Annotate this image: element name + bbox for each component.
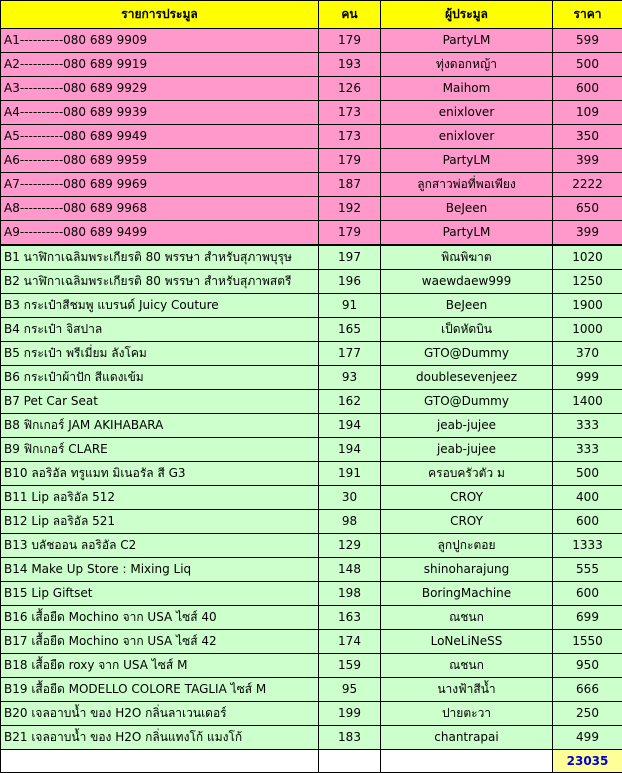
price-cell[interactable]: 333 <box>553 414 622 438</box>
votes-cell[interactable]: 194 <box>319 438 381 462</box>
item-cell[interactable]: B11 Lip ลอริอัล 512 <box>1 486 319 510</box>
votes-cell[interactable]: 165 <box>319 318 381 342</box>
votes-cell[interactable]: 179 <box>319 29 381 53</box>
item-cell[interactable]: A6----------080 689 9959 <box>1 149 319 173</box>
price-cell[interactable]: 666 <box>553 678 622 702</box>
table-row <box>1 294 622 318</box>
bidder-cell[interactable]: chantrapai <box>381 726 553 750</box>
column-header-votes[interactable]: คน <box>319 1 381 29</box>
column-header-bidder[interactable]: ผู้ประมูล <box>381 1 553 29</box>
item-cell[interactable]: A3----------080 689 9929 <box>1 77 319 101</box>
bidder-cell[interactable]: พิณพิฆาต <box>381 245 553 270</box>
price-cell[interactable]: 1550 <box>553 630 622 654</box>
votes-cell[interactable]: 198 <box>319 582 381 606</box>
votes-cell[interactable]: 199 <box>319 702 381 726</box>
votes-cell[interactable]: 98 <box>319 510 381 534</box>
price-cell[interactable]: 370 <box>553 342 622 366</box>
price-cell[interactable]: 399 <box>553 149 622 173</box>
item-cell[interactable]: B19 เสื้อยืด MODELLO COLORE TAGLIA ไซส์ M <box>1 678 319 702</box>
item-cell[interactable]: B15 Lip Giftset <box>1 582 319 606</box>
bidder-cell[interactable]: นางฟ้าสีน้ำ <box>381 678 553 702</box>
bidder-cell[interactable]: ครอบครัวตัว ม <box>381 462 553 486</box>
bidder-cell[interactable]: CROY <box>381 486 553 510</box>
item-cell[interactable]: A9----------080 689 9499 <box>1 221 319 246</box>
price-cell[interactable]: 650 <box>553 197 622 221</box>
price-cell[interactable]: 2222 <box>553 173 622 197</box>
votes-cell[interactable]: 30 <box>319 486 381 510</box>
table-row <box>1 678 622 702</box>
item-cell[interactable]: A1----------080 689 9909 <box>1 29 319 53</box>
price-cell[interactable]: 1020 <box>553 245 622 270</box>
column-header-item[interactable]: รายการประมูล <box>1 1 319 29</box>
table-row <box>1 221 622 246</box>
table-row <box>1 486 622 510</box>
price-cell[interactable]: 1000 <box>553 318 622 342</box>
table-row <box>1 245 622 270</box>
item-cell[interactable]: B2 นาฬิกาเฉลิมพระเกียรติ 80 พรรษา สำหรับสุภาพสตรี <box>1 270 319 294</box>
table-row <box>1 414 622 438</box>
item-cell[interactable]: B16 เสื้อยืด Mochino จาก USA ไซส์ 40 <box>1 606 319 630</box>
bidder-cell[interactable]: CROY <box>381 510 553 534</box>
table-row <box>1 101 622 125</box>
price-cell[interactable]: 1333 <box>553 534 622 558</box>
item-cell[interactable]: A8----------080 689 9968 <box>1 197 319 221</box>
price-cell[interactable]: 109 <box>553 101 622 125</box>
price-cell[interactable]: 555 <box>553 558 622 582</box>
table-row <box>1 462 622 486</box>
price-cell[interactable]: 1250 <box>553 270 622 294</box>
item-cell[interactable]: B8 ฟิกเกอร์ JAM AKIHABARA <box>1 414 319 438</box>
bidder-cell[interactable]: ลูกสาวพ่อที่พอเพียง <box>381 173 553 197</box>
votes-cell[interactable]: 159 <box>319 654 381 678</box>
header-row <box>1 1 622 29</box>
item-cell[interactable]: A5----------080 689 9949 <box>1 125 319 149</box>
bidder-cell[interactable]: GTO@Dummy <box>381 342 553 366</box>
price-cell[interactable]: 599 <box>553 29 622 53</box>
item-cell[interactable]: B12 Lip ลอริอัล 521 <box>1 510 319 534</box>
bidder-cell[interactable]: jeab-jujee <box>381 438 553 462</box>
item-cell[interactable]: B9 ฟิกเกอร์ CLARE <box>1 438 319 462</box>
price-cell[interactable]: 600 <box>553 77 622 101</box>
item-cell[interactable]: B13 บลัชออน ลอริอัล C2 <box>1 534 319 558</box>
price-cell[interactable]: 499 <box>553 726 622 750</box>
table-row <box>1 606 622 630</box>
price-cell[interactable]: 333 <box>553 438 622 462</box>
bidder-cell[interactable]: jeab-jujee <box>381 414 553 438</box>
item-cell[interactable]: B3 กระเป๋าสีชมพู แบรนด์ Juicy Couture <box>1 294 319 318</box>
item-cell[interactable]: B21 เจลอาบน้ำ ของ H2O กลิ่นแทงโก้ แมงโก้ <box>1 726 319 750</box>
price-cell[interactable]: 1400 <box>553 390 622 414</box>
table-body <box>1 29 622 750</box>
price-cell[interactable]: 400 <box>553 486 622 510</box>
item-cell[interactable]: B20 เจลอาบน้ำ ของ H2O กลิ่นลาเวนเดอร์ <box>1 702 319 726</box>
table-row <box>1 125 622 149</box>
table-row <box>1 29 622 53</box>
votes-cell[interactable]: 95 <box>319 678 381 702</box>
item-cell[interactable]: B1 นาฬิกาเฉลิมพระเกียรติ 80 พรรษา สำหรับสุภาพบุรุษ <box>1 245 319 270</box>
table-row <box>1 342 622 366</box>
item-cell[interactable]: A7----------080 689 9969 <box>1 173 319 197</box>
votes-cell[interactable]: 173 <box>319 101 381 125</box>
price-cell[interactable]: 600 <box>553 510 622 534</box>
item-cell[interactable]: B14 Make Up Store : Mixing Liq <box>1 558 319 582</box>
votes-cell[interactable]: 193 <box>319 53 381 77</box>
item-cell[interactable]: B7 Pet Car Seat <box>1 390 319 414</box>
votes-cell[interactable]: 191 <box>319 462 381 486</box>
item-cell[interactable]: B5 กระเป๋า พรีเมี่ยม ลังโคม <box>1 342 319 366</box>
bidder-cell[interactable]: เป็ดหัดบิน <box>381 318 553 342</box>
table-row <box>1 582 622 606</box>
votes-cell[interactable]: 173 <box>319 125 381 149</box>
bidder-cell[interactable]: Maihom <box>381 77 553 101</box>
bidder-cell[interactable]: ทุ่งดอกหญ้า <box>381 53 553 77</box>
table-row <box>1 366 622 390</box>
table-row <box>1 77 622 101</box>
bidder-cell[interactable]: PartyLM <box>381 149 553 173</box>
votes-cell[interactable]: 177 <box>319 342 381 366</box>
votes-cell[interactable]: 174 <box>319 630 381 654</box>
item-cell[interactable]: B17 เสื้อยืด Mochino จาก USA ไซส์ 42 <box>1 630 319 654</box>
bidder-cell[interactable]: enixlover <box>381 125 553 149</box>
votes-cell[interactable]: 183 <box>319 726 381 750</box>
table-row <box>1 197 622 221</box>
bidder-cell[interactable]: ณชนก <box>381 654 553 678</box>
total-empty-cell[interactable] <box>381 750 553 773</box>
price-cell[interactable]: 500 <box>553 462 622 486</box>
table-row <box>1 534 622 558</box>
votes-cell[interactable]: 93 <box>319 366 381 390</box>
table-row <box>1 270 622 294</box>
table-row <box>1 53 622 77</box>
votes-cell[interactable]: 197 <box>319 245 381 270</box>
bidder-cell[interactable]: PartyLM <box>381 29 553 53</box>
votes-cell[interactable]: 179 <box>319 149 381 173</box>
table-row <box>1 390 622 414</box>
total-empty-cell[interactable] <box>319 750 381 773</box>
votes-cell[interactable]: 148 <box>319 558 381 582</box>
votes-cell[interactable]: 91 <box>319 294 381 318</box>
bidder-cell[interactable]: doublesevenjeez <box>381 366 553 390</box>
price-cell[interactable]: 699 <box>553 606 622 630</box>
table-row <box>1 558 622 582</box>
bidder-cell[interactable]: ลูกปูกะตอย <box>381 534 553 558</box>
table-row <box>1 438 622 462</box>
table-row <box>1 149 622 173</box>
item-cell[interactable]: B18 เสื้อยืด roxy จาก USA ไซส์ M <box>1 654 319 678</box>
votes-cell[interactable]: 179 <box>319 221 381 246</box>
table-row <box>1 702 622 726</box>
item-cell[interactable]: A2----------080 689 9919 <box>1 53 319 77</box>
bidder-cell[interactable]: PartyLM <box>381 221 553 246</box>
column-header-price[interactable]: ราคา <box>553 1 622 29</box>
item-cell[interactable]: B4 กระเป๋า จิสปาล <box>1 318 319 342</box>
votes-cell[interactable]: 194 <box>319 414 381 438</box>
votes-cell[interactable]: 162 <box>319 390 381 414</box>
bidder-cell[interactable]: waewdaew999 <box>381 270 553 294</box>
price-cell[interactable]: 350 <box>553 125 622 149</box>
votes-cell[interactable]: 192 <box>319 197 381 221</box>
price-cell[interactable]: 999 <box>553 366 622 390</box>
item-cell[interactable]: B10 ลอริอัล ทรูแมท มิเนอรัล สี G3 <box>1 462 319 486</box>
price-cell[interactable]: 950 <box>553 654 622 678</box>
item-cell[interactable]: A4----------080 689 9939 <box>1 101 319 125</box>
bidder-cell[interactable]: ปายตะวา <box>381 702 553 726</box>
price-cell[interactable]: 399 <box>553 221 622 246</box>
bidder-cell[interactable]: GTO@Dummy <box>381 390 553 414</box>
table-row <box>1 726 622 750</box>
votes-cell[interactable]: 187 <box>319 173 381 197</box>
votes-cell[interactable]: 126 <box>319 77 381 101</box>
bidder-cell[interactable]: shinoharajung <box>381 558 553 582</box>
table-row <box>1 173 622 197</box>
bidder-cell[interactable]: BeJeen <box>381 294 553 318</box>
total-row <box>1 750 622 773</box>
item-cell[interactable]: B6 กระเป๋าผ้าปัก สีแดงเข้ม <box>1 366 319 390</box>
votes-cell[interactable]: 129 <box>319 534 381 558</box>
table-row <box>1 630 622 654</box>
price-cell[interactable]: 500 <box>553 53 622 77</box>
price-cell[interactable]: 250 <box>553 702 622 726</box>
total-empty-cell[interactable] <box>1 750 319 773</box>
bidder-cell[interactable]: BeJeen <box>381 197 553 221</box>
price-cell[interactable]: 1900 <box>553 294 622 318</box>
table-row <box>1 510 622 534</box>
table-row <box>1 654 622 678</box>
bidder-cell[interactable]: LoNeLiNeSS <box>381 630 553 654</box>
bidder-cell[interactable]: BoringMachine <box>381 582 553 606</box>
table-row <box>1 318 622 342</box>
bidder-cell[interactable]: enixlover <box>381 101 553 125</box>
votes-cell[interactable]: 163 <box>319 606 381 630</box>
total-price-cell[interactable]: 23035 <box>553 750 622 773</box>
bidder-cell[interactable]: ณชนก <box>381 606 553 630</box>
price-cell[interactable]: 600 <box>553 582 622 606</box>
votes-cell[interactable]: 196 <box>319 270 381 294</box>
